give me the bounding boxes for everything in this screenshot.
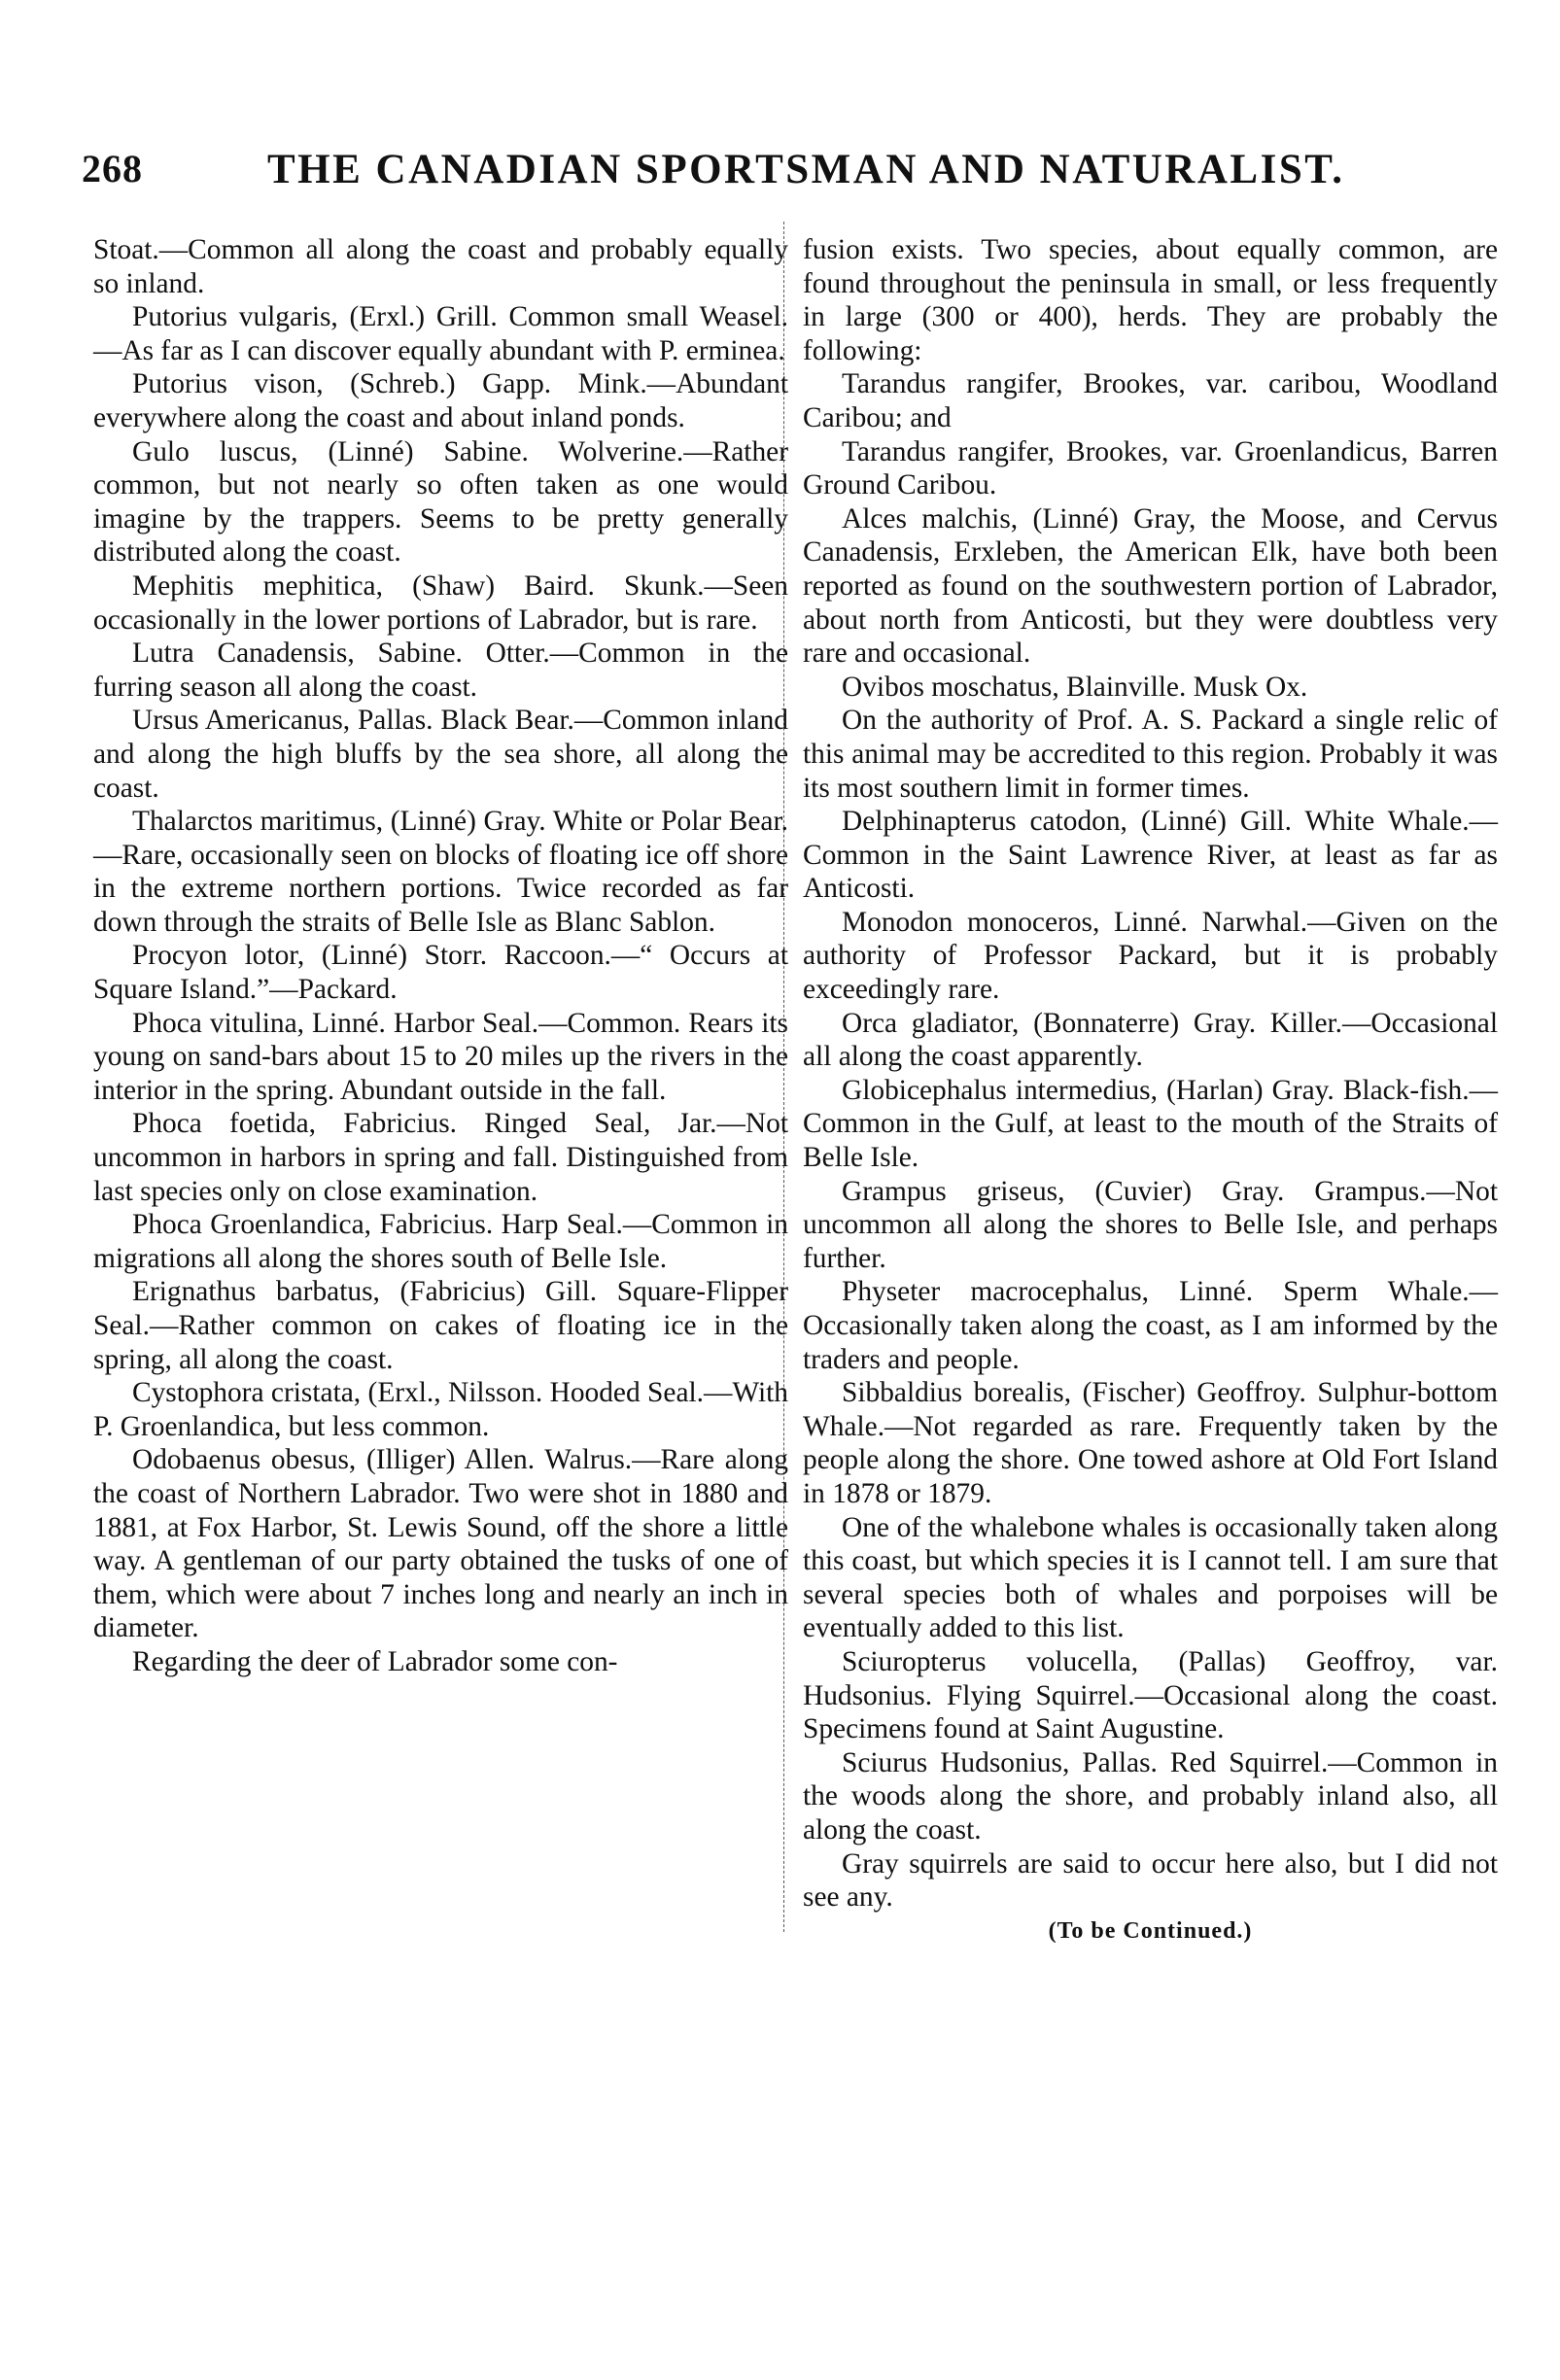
- paragraph: Odobaenus obesus, (Illiger) Allen. Walrus.—Rare along the coast of Northern Labrador. Two were shot in 1880 and 1881, at Fox Harbor, St. Lewis Sound, off the shore a little way. A gentleman of our party obtained the tusks of one of them, which were about 7 inches long and nearly an inch in diameter.: [93, 1444, 788, 1644]
- paragraph: Putorius vison, (Schreb.) Gapp. Mink.—Abundant everywhere along the coast and about inland ponds.: [93, 368, 788, 433]
- paragraph: fusion exists. Two species, about equally common, are found throughout the peninsula in small, or less frequently in large (300 or 400), herds. They are probably the following:: [803, 234, 1498, 366]
- paragraph: Delphinapterus catodon, (Linné) Gill. White Whale.—Common in the Saint Lawrence River, at least as far as Anticosti.: [803, 806, 1498, 905]
- paragraph: Grampus griseus, (Cuvier) Gray. Grampus.—Not uncommon all along the shores to Belle Isle, and perhaps further.: [803, 1175, 1498, 1274]
- paragraph: Orca gladiator, (Bonnaterre) Gray. Killer.—Occasional all along the coast apparently.: [803, 1007, 1498, 1073]
- continued-note: (To be Continued.): [1048, 1917, 1253, 1944]
- paragraph: Physeter macrocephalus, Linné. Sperm Whale.—Occasionally taken along the coast, as I am informed by the traders and people.: [803, 1276, 1498, 1375]
- paragraph: Sciuropterus volucella, (Pallas) Geoffroy, var. Hudsonius. Flying Squirrel.—Occasional along the coast. Specimens found at Saint Augustine.: [803, 1645, 1498, 1745]
- left-column: [93, 233, 788, 1679]
- paragraph: Tarandus rangifer, Brookes, var. caribou, Woodland Caribou; and: [803, 368, 1498, 433]
- paragraph: Gray squirrels are said to occur here also, but I did not see any.: [803, 1847, 1498, 1914]
- paragraph: Alces malchis, (Linné) Gray, the Moose, and Cervus Canadensis, Erxleben, the American Elk, have both been reported as found on the southwestern portion of Labrador, about north from Anticosti, but they were doubtless very rare and occasional.: [803, 502, 1498, 670]
- paragraph: Phoca foetida, Fabricius. Ringed Seal, Jar.—Not uncommon in harbors in spring and fall. Distinguished from last species only on close examination.: [93, 1108, 788, 1207]
- running-title: THE CANADIAN SPORTSMAN AND NATURALIST.: [267, 147, 1345, 192]
- paragraph: Globicephalus intermedius, (Harlan) Gray. Black-fish.—Common in the Gulf, at least to the mouth of the Straits of Belle Isle.: [803, 1074, 1498, 1174]
- right-column: [803, 233, 1498, 1948]
- paragraph: Monodon monoceros, Linné. Narwhal.—Given on the authority of Professor Packard, but it is probably exceedingly rare.: [803, 906, 1498, 1006]
- paragraph: On the authority of Prof. A. S. Packard a single relic of this animal may be accredited to this region. Probably it was its most southern limit in former times.: [803, 705, 1498, 804]
- page-header: [78, 146, 1482, 204]
- paragraph: Phoca vitulina, Linné. Harbor Seal.—Common. Rears its young on sand-bars about 15 to 20 miles up the rivers in the interior in the spring. Abundant outside in the fall.: [93, 1007, 788, 1106]
- paragraph: Procyon lotor, (Linné) Storr. Raccoon.—“ Occurs at Square Island.”—Packard.: [93, 940, 788, 1006]
- paragraph: Ovibos moschatus, Blainville. Musk Ox.: [842, 671, 1308, 703]
- paragraph: Thalarctos maritimus, (Linné) Gray. White or Polar Bear.—Rare, occasionally seen on blocks of floating ice off shore in the extreme northern portions. Twice recorded as far down through the straits of Belle Isle as Blanc Sablon.: [93, 806, 788, 938]
- paragraph: Regarding the deer of Labrador some con-: [132, 1645, 618, 1677]
- paragraph: Gulo luscus, (Linné) Sabine. Wolverine.—Rather common, but not nearly so often taken as one would imagine by the trappers. Seems to be pretty generally distributed along the coast.: [93, 435, 788, 569]
- paragraph: Stoat.—Common all along the coast and probably equally so inland.: [93, 234, 788, 299]
- paragraph: Sibbaldius borealis, (Fischer) Geoffroy. Sulphur-bottom Whale.—Not regarded as rare. Frequently taken by the people along the shore. One towed ashore at Old Fort Island in 1878 or 1879.: [803, 1377, 1498, 1509]
- paragraph: Cystophora cristata, (Erxl., Nilsson. Hooded Seal.—With P. Groenlandica, but less common.: [93, 1377, 788, 1442]
- paragraph: Phoca Groenlandica, Fabricius. Harp Seal.—Common in migrations all along the shores south of Belle Isle.: [93, 1209, 788, 1274]
- paragraph: Putorius vulgaris, (Erxl.) Grill. Common small Weasel.—As far as I can discover equally abundant with P. erminea.: [93, 301, 788, 366]
- paragraph: Ursus Americanus, Pallas. Black Bear.—Common inland and along the high bluffs by the sea shore, all along the coast.: [93, 705, 788, 804]
- paragraph: Lutra Canadensis, Sabine. Otter.—Common in the furring season all along the coast.: [93, 638, 788, 703]
- paragraph: Mephitis mephitica, (Shaw) Baird. Skunk.—Seen occasionally in the lower portions of Labrador, but is rare.: [93, 569, 788, 636]
- paragraph: Erignathus barbatus, (Fabricius) Gill. Square-Flipper Seal.—Rather common on cakes of floating ice in the spring, all along the coast.: [93, 1276, 788, 1375]
- paragraph: Sciurus Hudsonius, Pallas. Red Squirrel.—Common in the woods along the shore, and probably inland also, all along the coast.: [803, 1746, 1498, 1845]
- page-number: 268: [82, 147, 143, 190]
- paragraph: One of the whalebone whales is occasionally taken along this coast, but which species it is I cannot tell. I am sure that several species both of whales and porpoises will be eventually added to this list.: [803, 1511, 1498, 1644]
- paragraph: Tarandus rangifer, Brookes, var. Groenlandicus, Barren Ground Caribou.: [803, 435, 1498, 501]
